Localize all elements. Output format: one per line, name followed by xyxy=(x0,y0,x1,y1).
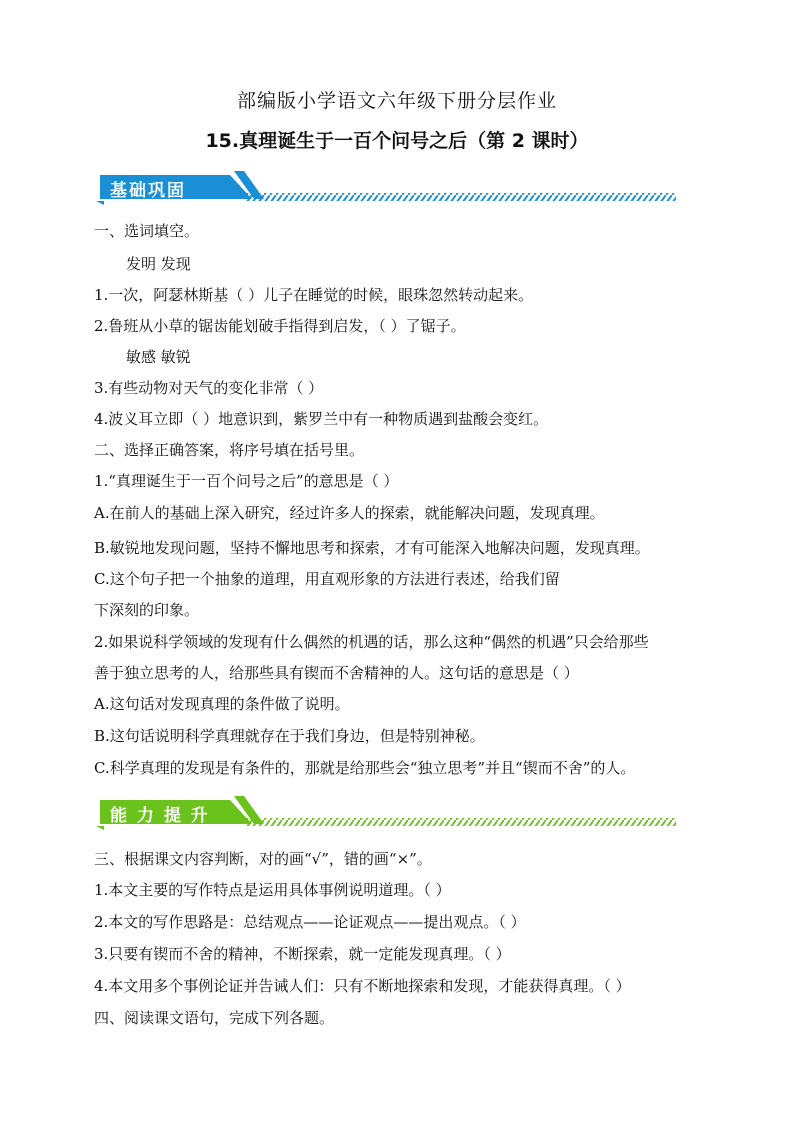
question-3-item-1: 1.本文主要的写作特点是运用具体事例说明道理。（ ） xyxy=(94,881,451,899)
question-2-item-2-line-1: 2.如果说科学领域的发现有什么偶然的机遇的话，那么这种“偶然的机遇”只会给那些 xyxy=(94,633,649,651)
question-1-item-4: 4.波义耳立即（ ）地意识到，紫罗兰中有一种物质遇到盐酸会变红。 xyxy=(94,410,549,428)
question-2-item-2-option-a: A.这句话对发现真理的条件做了说明。 xyxy=(94,695,350,713)
question-1-item-1: 1.一次，阿瑟林斯基（ ）儿子在睡觉的时候，眼珠忽然转动起来。 xyxy=(94,286,534,304)
section-banner-ability xyxy=(96,796,678,830)
question-2-item-1-option-c: C.这个句子把一个抽象的道理，用直观形象的方法进行表述，给我们留 xyxy=(94,570,560,588)
word-choices-2: 敏感 敏锐 xyxy=(126,348,191,366)
question-3-item-4: 4.本文用多个事例论证并告诫人们：只有不断地探索和发现，才能获得真理。（ ） xyxy=(94,977,631,995)
banner-basic-label: 基础巩固 xyxy=(110,181,186,201)
banner-ability-label: 能 力 提 升 xyxy=(110,806,210,826)
question-3-item-3: 3.只要有锲而不舍的精神，不断探索，就一定能发现真理。（ ） xyxy=(94,945,511,963)
question-3-title: 三、根据课文内容判断，对的画“√”，错的画“×”。 xyxy=(94,850,432,868)
lesson-title: 15.真理诞生于一百个问号之后（第 2 课时） xyxy=(205,130,589,152)
question-2-item-1-option-b: B.敏锐地发现问题，坚持不懈地思考和探索，才有可能深入地解决问题，发现真理。 xyxy=(94,539,650,557)
word-choices-1: 发明 发现 xyxy=(126,255,191,273)
question-3-item-2: 2.本文的写作思路是：总结观点——论证观点——提出观点。（ ） xyxy=(94,913,526,931)
question-2-item-2-option-b: B.这句话说明科学真理就存在于我们身边，但是特别神秘。 xyxy=(94,727,485,745)
question-2-item-1-option-a: A.在前人的基础上深入研究，经过许多人的探索，就能解决问题，发现真理。 xyxy=(94,504,605,522)
question-2-item-1-option-c-cont: 下深刻的印象。 xyxy=(94,601,200,619)
question-2-item-2-option-c: C.科学真理的发现是有条件的，那就是给那些会“独立思考”并且“锲而不舍”的人。 xyxy=(94,759,636,777)
question-4-title: 四、阅读课文语句，完成下列各题。 xyxy=(94,1009,335,1027)
question-2-item-1: 1.“真理诞生于一百个问号之后”的意思是（ ） xyxy=(94,472,399,490)
question-2-item-2-line-2: 善于独立思考的人，给那些具有锲而不舍精神的人。这句话的意思是（ ） xyxy=(94,664,579,682)
question-1-title: 一、选词填空。 xyxy=(94,222,200,240)
question-2-title: 二、选择正确答案，将序号填在括号里。 xyxy=(94,441,365,459)
question-1-item-3: 3.有些动物对天气的变化非常（ ） xyxy=(94,379,324,397)
section-banner-basic xyxy=(96,171,678,205)
question-1-item-2: 2.鲁班从小草的锯齿能划破手指得到启发，（ ）了锯子。 xyxy=(94,317,466,335)
document-title: 部编版小学语文六年级下册分层作业 xyxy=(236,90,557,112)
